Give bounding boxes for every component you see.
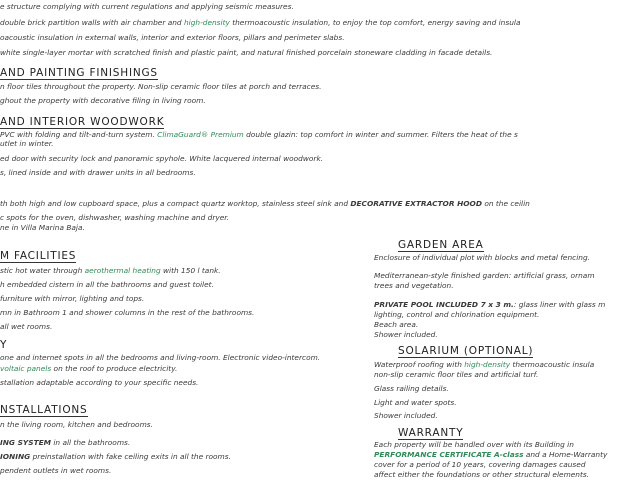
highlight-bold-text: PERFORMANCE CERTIFICATE A-class [374,450,524,459]
beach-area-line: Beach area. [374,320,419,329]
insulation-line: oacoustic insulation in external walls, interior and exterior floors, pillars and perimeter slabs. [0,33,345,42]
text-segment: on the roof to produce electricity. [51,364,178,373]
appliance-spots-line: c spots for the oven, dishwasher, washing machine and dryer. [0,213,229,222]
security-door-line: ed door with security lock and panoramic spyhole. White lacquered internal woodwork. [0,154,324,163]
text-segment: Waterproof roofing with [374,360,465,369]
electricity-heading: Y [0,339,8,351]
text-segment: double glazin: top comfort in winter and summer. Filters the heat of the s [243,130,518,139]
text-segment: and a Home-Warranty [523,450,608,459]
energy-certificate-line [374,450,607,459]
installation-adaptable-line: stallation adaptable according to your specific needs. [0,378,199,387]
waterproof-roofing-line [374,360,594,369]
text-segment: preinstallation with fake ceiling exits in all the rooms. [30,452,231,461]
shower-column-line: mn in Bathroom 1 and shower columns in the rest of the bathrooms. [0,308,255,317]
private-pool-line [374,300,605,309]
cistern-line: h embedded cistern in all the bathrooms and guest toilet. [0,280,214,289]
text-segment: th both high and low cupboard space, plus a compact quartz worktop, stainless steel sink and [0,199,351,208]
solarium-shower-line: Shower included. [374,411,438,420]
highlight-text: aerothermal heating [84,266,161,275]
pool-lighting-line: lighting, control and chlorination equipment. [374,310,540,319]
handover-line: Each property will be handled over with its Building in [374,440,574,449]
solarium-floor-line: non-slip ceramic floor tiles and artificial turf. [374,370,539,379]
facilities-heading: M FACILITIES [0,250,77,262]
glass-railing-line: Glass railing details. [374,384,449,393]
mortar-line: white single-layer mortar with scratched finish and plastic paint, and natural finished porcelain stoneware cladding in facade details. [0,48,493,57]
text-segment: with 150 l tank. [160,266,221,275]
independent-outlets-line: pendent outlets in wet rooms. [0,466,112,475]
bold-text: PRIVATE POOL INCLUDED 7 x 3 m. [374,300,514,309]
mediterranean-garden-line: Mediterranean-style finished garden: artificial grass, ornam [374,271,595,280]
garden-heading: GARDEN AREA [398,239,484,251]
kitchen-line [0,199,530,208]
highlight-text: high-density [183,18,230,27]
highlight-text: ClimaGuard® Premium [157,130,244,139]
heating-system-line [0,438,130,447]
enclosure-line: Enclosure of individual plot with blocks and metal fencing. [374,253,591,262]
air-conditioning-line [0,452,231,461]
bold-text: DECORATIVE EXTRACTOR HOOD [350,199,482,208]
text-segment: stic hot water through [0,266,85,275]
structure-line: e structure complying with current regulations and applying seismic measures. [0,2,294,11]
floor-painting-heading: AND PAINTING FINISHINGS [0,67,158,79]
text-segment: : glass liner with glass m [513,300,606,309]
partition-walls-line [0,18,520,27]
furniture-line: furniture with mirror, lighting and tops. [0,294,145,303]
tv-spots-line: n the living room, kitchen and bedrooms. [0,420,153,429]
text-segment: PVC with folding and tilt-and-turn system. [0,130,158,139]
light-water-spots-line: Light and water spots. [374,398,457,407]
outlet-line: utlet in winter. [0,139,54,148]
structural-elements-line: affect either the foundations or other structural elements. [374,470,590,479]
text-segment: double brick partition walls with air chamber and [0,18,184,27]
warranty-cover-line: cover for a period of 10 years, covering damages caused [374,460,586,469]
wet-rooms-line: all wet rooms. [0,322,53,331]
floor-tiles-line: n floor tiles throughout the property. Non-slip ceramic floor tiles at porch and terraces. [0,82,322,91]
hot-water-line [0,266,221,275]
solar-panels-line [0,364,177,373]
solarium-heading: SOLARIUM (OPTIONAL) [398,345,534,357]
internet-spots-line: one and internet spots in all the bedrooms and living-room. Electronic video-intercom. [0,353,321,362]
woodwork-heading: AND INTERIOR WOODWORK [0,116,165,128]
text-segment: thermoacoustic insulation, to enjoy the top comfort, energy saving and insula [229,18,521,27]
garden-shower-line: Shower included. [374,330,438,339]
installations-heading: NSTALLATIONS [0,404,88,416]
bold-text: ING SYSTEM [0,438,52,447]
highlight-text: high-density [464,360,511,369]
warranty-heading: WARRANTY [398,427,464,439]
text-segment: in all the bathrooms. [51,438,131,447]
pvc-line [0,130,518,139]
decorative-filing-line: ghout the property with decorative filing in living room. [0,96,206,105]
text-segment: thermoacoustic insula [510,360,595,369]
highlight-text: voltaic panels [0,364,52,373]
wardrobes-line: s, lined inside and with drawer units in all bedrooms. [0,168,196,177]
text-segment: on the ceilin [481,199,530,208]
trees-line: trees and vegetation. [374,281,454,290]
villa-line: ne in Villa Marina Baja. [0,223,85,232]
bold-text: IONING [0,452,31,461]
